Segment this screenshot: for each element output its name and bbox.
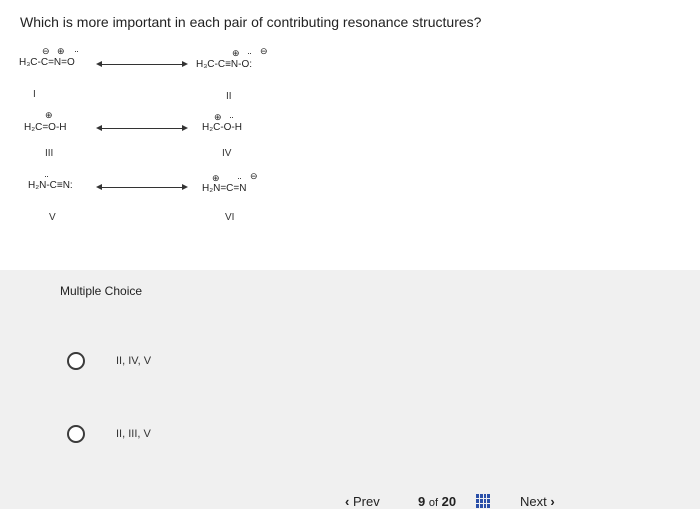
structure-iv [202,122,242,133]
charge-minus-icon: ⊖ [260,46,268,56]
lone-pair-icon: ·· [74,46,78,56]
structure-v [28,180,73,191]
answer-panel [0,270,700,509]
lone-pair-icon: ·· [237,173,241,183]
charge-plus-icon: ⊕ [45,110,53,120]
choice-label-2[interactable]: II, III, V [116,428,151,440]
prev-label: Prev [352,494,380,509]
numeral-iii: III [45,148,54,159]
choice-radio-2[interactable] [67,425,85,443]
page-indicator[interactable] [418,494,456,509]
choice-radio-1[interactable] [67,352,85,370]
prev-button[interactable] [345,494,380,509]
next-label: Next [520,494,547,509]
structure-v-formula: H₂N-C≡N: [28,180,73,191]
structure-ii [196,59,252,70]
charge-minus-icon: ⊖ [42,46,50,56]
charge-plus-icon: ⊕ [57,46,65,56]
charge-plus-icon: ⊕ [214,112,222,122]
multiple-choice-label: Multiple Choice [60,284,143,298]
page-current: 9 [418,494,426,509]
numeral-vi: VI [225,212,235,223]
structure-iii [24,122,67,133]
question-text: Which is more important in each pair of contributing resonance structures? [20,14,482,30]
structure-vi [202,183,246,194]
next-button[interactable] [520,494,555,509]
numeral-iv: IV [222,148,232,159]
structure-i [19,57,75,68]
lone-pair-icon: ·· [44,171,48,181]
numeral-ii: II [226,91,232,102]
page-total: 20 [441,494,457,509]
chevron-left-icon: ‹ [345,494,350,509]
choice-label-1[interactable]: II, IV, V [116,355,152,367]
numeral-i: I [33,89,36,100]
numeral-v: V [49,212,56,223]
resonance-arrow-2 [102,128,182,129]
charge-minus-icon: ⊖ [250,171,258,181]
charge-plus-icon: ⊕ [232,48,240,58]
page-of: of [428,497,439,509]
structure-i-formula: H₃C-C=N=O [19,57,75,68]
charge-plus-icon: ⊕ [212,173,220,183]
grid-icon[interactable] [476,494,490,508]
structure-iii-formula: H₂C=O-H [24,122,67,133]
structure-vi-formula: H₂N=C=N [202,183,247,194]
structure-ii-formula: H₃C-C≡N-O: [196,59,253,70]
chevron-right-icon: › [550,494,555,509]
lone-pair-icon: ·· [229,112,233,122]
resonance-arrow-3 [102,187,182,188]
structure-iv-formula: H₂C-O-H [202,122,242,133]
lone-pair-icon: ·· [247,48,251,58]
resonance-arrow-1 [102,64,182,65]
